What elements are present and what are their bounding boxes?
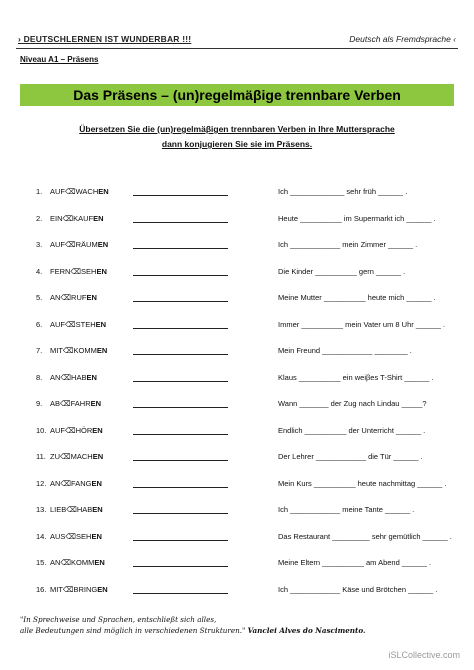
- verb-stem: AUS⌫SEH: [50, 531, 92, 541]
- verb: [50, 398, 101, 410]
- verb-ending: EN: [96, 346, 108, 355]
- verb-stem: FERN⌫SEH: [50, 266, 97, 276]
- item-number: 16.: [36, 584, 47, 594]
- level-label: Niveau A1 – Präsens: [20, 55, 99, 64]
- verb-ending: EN: [86, 293, 97, 302]
- item-number: 9.: [36, 399, 43, 408]
- worksheet-title: Das Präsens – (un)regelmäβige trennbare Verben: [20, 84, 454, 106]
- quote: [20, 614, 366, 636]
- verb: [50, 213, 104, 225]
- item-number: 12.: [36, 478, 47, 488]
- header-subject: Deutsch als Fremdsprache ‹: [349, 34, 456, 44]
- verb-ending: EN: [92, 425, 103, 435]
- verb-ending: EN: [92, 452, 104, 461]
- exercise-row: [0, 186, 474, 198]
- instructions-line-2: dann konjugieren Sie sie im Präsens.: [161, 139, 313, 149]
- verb-stem: AN⌫KOMM: [50, 558, 95, 567]
- verb: [50, 239, 108, 251]
- verb-ending: EN: [93, 213, 104, 223]
- verb-ending: EN: [97, 584, 108, 594]
- verb-ending: EN: [98, 187, 109, 196]
- translation-blank[interactable]: [133, 195, 228, 196]
- conjugation-sentence: Das Restaurant _________ sehr gemütlich ______ .: [278, 531, 452, 541]
- item-number: 13.: [36, 505, 47, 514]
- conjugation-sentence: Ich ____________ Käse und Brötchen ______ .: [278, 584, 438, 594]
- verb: [50, 451, 103, 463]
- verb-stem: MIT⌫KOMM: [50, 346, 97, 355]
- item-number: 5.: [36, 293, 43, 302]
- verb: [50, 266, 107, 278]
- header-divider: [16, 48, 458, 49]
- exercise-row: [0, 292, 474, 304]
- watermark: iSLCollective.com: [388, 650, 460, 660]
- conjugation-sentence: Der Lehrer ____________ die Tür ______ .: [278, 452, 423, 461]
- exercise-row: [0, 557, 474, 569]
- translation-blank[interactable]: [133, 275, 228, 276]
- verb-stem: EIN⌫KAUF: [50, 213, 94, 223]
- item-number: 4.: [36, 266, 43, 276]
- verb-ending: EN: [97, 240, 109, 249]
- verb-ending: EN: [96, 266, 107, 276]
- conjugation-sentence: Heute __________ im Supermarkt ich ______ .: [278, 213, 436, 223]
- verb-stem: MIT⌫BRING: [50, 584, 98, 594]
- exercise-row: [0, 478, 474, 490]
- verb-stem: AN⌫HAB: [50, 372, 87, 382]
- translation-blank[interactable]: [133, 460, 228, 461]
- verb-ending: EN: [90, 399, 102, 408]
- verb-ending: EN: [92, 505, 103, 514]
- verb-ending: EN: [91, 478, 102, 488]
- conjugation-sentence: Ich _____________ sehr früh ______ .: [278, 187, 408, 196]
- conjugation-sentence: Mein Freund ____________ ________ .: [278, 346, 412, 355]
- verb-stem: AUF⌫RÄUM: [50, 240, 98, 249]
- verb-stem: AN⌫FANG: [50, 478, 92, 488]
- conjugation-sentence: Ich ____________ mein Zimmer ______ .: [278, 240, 418, 249]
- item-number: 3.: [36, 240, 43, 249]
- quote-line-2: alle Bedeutungen sind möglich in verschiedenen Strukturen.": [20, 626, 246, 635]
- translation-blank[interactable]: [133, 487, 228, 488]
- verb: [50, 186, 109, 198]
- exercise-row: [0, 425, 474, 437]
- item-number: 1.: [36, 187, 43, 196]
- item-number: 11.: [36, 452, 46, 461]
- verb-ending: EN: [95, 319, 107, 329]
- conjugation-sentence: Endlich __________ der Unterricht ______ .: [278, 425, 426, 435]
- exercise-row: [0, 398, 474, 410]
- verb: [50, 292, 97, 304]
- instructions-line-1: Übersetzen Sie die (un)regelmäβigen trennbaren Verben in Ihre Muttersprache: [79, 124, 395, 134]
- conjugation-sentence: Die Kinder __________ gern ______ .: [278, 266, 406, 276]
- translation-blank[interactable]: [133, 593, 228, 594]
- item-number: 8.: [36, 372, 43, 382]
- exercise-row: [0, 213, 474, 225]
- translation-blank[interactable]: [133, 434, 228, 435]
- item-number: 6.: [36, 319, 43, 329]
- verb: [50, 584, 108, 596]
- item-number: 14.: [36, 531, 47, 541]
- conjugation-sentence: Meine Mutter __________ heute mich ______ .: [278, 293, 436, 302]
- verb: [50, 531, 102, 543]
- exercise-row: [0, 451, 474, 463]
- translation-blank[interactable]: [133, 540, 228, 541]
- quote-line-1: "In Sprechweise und Sprachen, entschließt sich alles,: [20, 615, 217, 624]
- translation-blank[interactable]: [133, 301, 228, 302]
- verb-stem: AUF⌫HÖR: [50, 425, 93, 435]
- translation-blank[interactable]: [133, 248, 228, 249]
- verb-ending: EN: [86, 372, 97, 382]
- verb-ending: EN: [91, 531, 102, 541]
- conjugation-sentence: Klaus __________ ein weiβes T-Shirt ______ .: [278, 372, 434, 382]
- header-site-title: › DEUTSCHLERNEN IST WUNDERBAR !!!: [18, 34, 192, 44]
- translation-blank[interactable]: [133, 381, 228, 382]
- translation-blank[interactable]: [133, 354, 228, 355]
- exercise-row: [0, 319, 474, 331]
- exercise-row: [0, 345, 474, 357]
- verb-stem: AN⌫RUF: [50, 293, 87, 302]
- translation-blank[interactable]: [133, 222, 228, 223]
- verb: [50, 345, 107, 357]
- item-number: 7.: [36, 346, 43, 355]
- exercise-row: [0, 584, 474, 596]
- verb-stem: AUF⌫WACH: [50, 187, 99, 196]
- translation-blank[interactable]: [133, 407, 228, 408]
- conjugation-sentence: Ich ____________ meine Tante ______ .: [278, 505, 415, 514]
- translation-blank[interactable]: [133, 513, 228, 514]
- exercise-row: [0, 266, 474, 278]
- verb-stem: LIEB⌫HAB: [50, 505, 93, 514]
- conjugation-sentence: Immer __________ mein Vater um 8 Uhr ______ .: [278, 319, 446, 329]
- verb-stem: AUF⌫STEH: [50, 319, 96, 329]
- exercise-row: [0, 531, 474, 543]
- verb-stem: AB⌫FAHR: [50, 399, 91, 408]
- verb: [50, 557, 105, 569]
- conjugation-sentence: Wann _______ der Zug nach Lindau _____?: [278, 399, 427, 408]
- verb: [50, 372, 97, 384]
- exercise-row: [0, 504, 474, 516]
- conjugation-sentence: Mein Kurs __________ heute nachmittag ______ .: [278, 478, 447, 488]
- verb: [50, 319, 106, 331]
- verb: [50, 504, 103, 516]
- exercise-row: [0, 239, 474, 251]
- quote-author: Vanclei Alves do Nascimento.: [247, 626, 366, 635]
- verb-stem: ZU⌫MACH: [50, 452, 93, 461]
- item-number: 10.: [36, 425, 47, 435]
- verb: [50, 478, 102, 490]
- verb-ending: EN: [94, 558, 105, 567]
- exercise-row: [0, 372, 474, 384]
- verb: [50, 425, 103, 437]
- translation-blank[interactable]: [133, 566, 228, 567]
- translation-blank[interactable]: [133, 328, 228, 329]
- item-number: 15.: [36, 558, 47, 567]
- conjugation-sentence: Meine Eltern __________ am Abend ______ .: [278, 558, 432, 567]
- item-number: 2.: [36, 213, 43, 223]
